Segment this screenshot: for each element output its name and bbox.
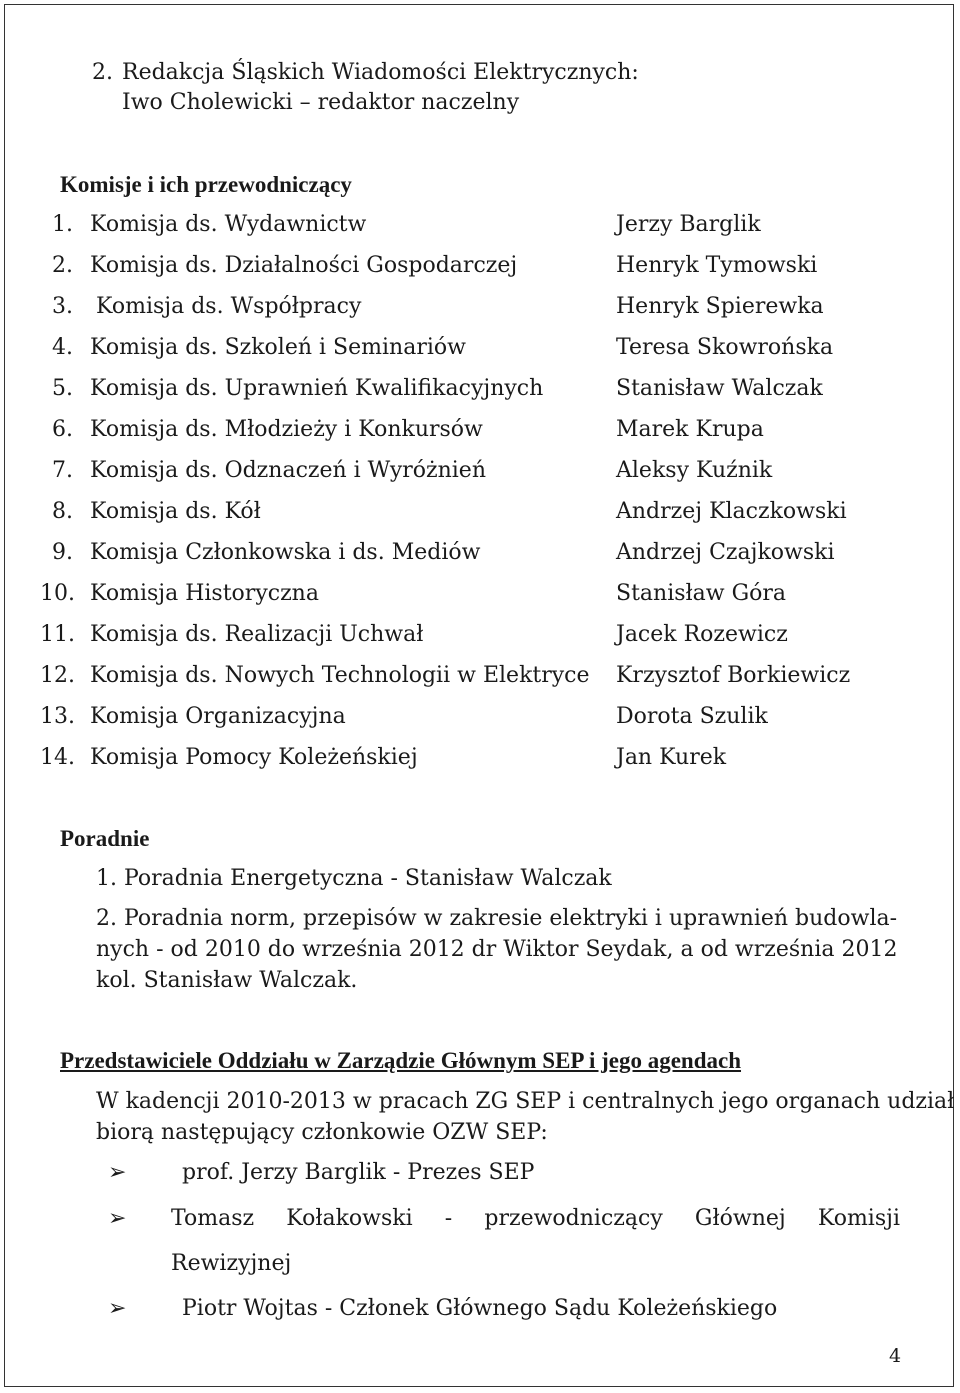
komisja-num: 9. (52, 540, 73, 565)
komisja-name: Komisja ds. Odznaczeń i Wyróżnień (90, 458, 486, 483)
komisja-num: 2. (52, 253, 73, 278)
komisja-name: Komisja ds. Współpracy (96, 294, 362, 319)
komisja-num: 12. (40, 663, 75, 688)
arrow-bullet-icon: ➢ (108, 1160, 127, 1185)
komisja-name: Komisja ds. Wydawnictw (90, 212, 367, 237)
komisja-chair: Dorota Szulik (616, 704, 768, 729)
bullet-item (171, 1204, 900, 1234)
komisja-num: 10. (40, 581, 75, 606)
komisja-name: Komisja Członkowska i ds. Mediów (90, 540, 481, 565)
komisja-name: Komisja Historyczna (90, 581, 319, 606)
bullet-word: Kołakowski (286, 1206, 413, 1231)
bullet-item-continued: Rewizyjnej (171, 1251, 292, 1276)
arrow-bullet-icon: ➢ (108, 1206, 127, 1231)
intro-text: W kadencji 2010-2013 w pracach ZG SEP i centralnych jego organach udział (96, 1089, 955, 1114)
komisja-name: Komisja Organizacyjna (90, 704, 346, 729)
komisja-chair: Jacek Rozewicz (616, 622, 788, 647)
item2-number: 2. (92, 60, 113, 85)
bullet-word: Głównej (694, 1206, 786, 1231)
bullet-item: prof. Jerzy Barglik - Prezes SEP (182, 1160, 535, 1185)
komisja-chair: Andrzej Czajkowski (616, 540, 835, 565)
poradnia-item-continued: nych - od 2010 do września 2012 dr Wiktor Seydak, a od września 2012 (96, 937, 898, 962)
komisje-heading: Komisje i ich przewodniczący (60, 172, 352, 197)
komisja-chair: Jan Kurek (616, 745, 727, 770)
komisja-num: 5. (52, 376, 73, 401)
poradnia-item: 1. Poradnia Energetyczna - Stanisław Walczak (96, 866, 612, 891)
intro-text: biorą następujący członkowie OZW SEP: (96, 1120, 548, 1145)
bullet-word: Komisji (817, 1206, 900, 1231)
bullet-word: przewodniczący (484, 1206, 663, 1231)
komisja-chair: Henryk Tymowski (616, 253, 818, 278)
arrow-bullet-icon: ➢ (108, 1296, 127, 1321)
komisja-chair: Marek Krupa (616, 417, 764, 442)
komisja-num: 7. (52, 458, 73, 483)
item2-title: Redakcja Śląskich Wiadomości Elektrycznych: (122, 60, 639, 85)
komisja-num: 11. (40, 622, 75, 647)
poradnia-item-continued: kol. Stanisław Walczak. (96, 968, 358, 993)
komisja-name: Komisja ds. Szkoleń i Seminariów (90, 335, 466, 360)
komisja-chair: Stanisław Góra (616, 581, 787, 606)
komisja-chair: Jerzy Barglik (616, 212, 761, 237)
komisja-num: 8. (52, 499, 73, 524)
komisja-name: Komisja ds. Działalności Gospodarczej (90, 253, 518, 278)
komisja-num: 14. (40, 745, 75, 770)
komisja-chair: Andrzej Klaczkowski (616, 499, 847, 524)
poradnie-heading: Poradnie (60, 826, 150, 851)
poradnia-item: 2. Poradnia norm, przepisów w zakresie elektryki i uprawnień budowla- (96, 906, 898, 931)
bullet-word: Tomasz (171, 1206, 255, 1231)
komisja-num: 1. (52, 212, 73, 237)
komisja-num: 6. (52, 417, 73, 442)
item2-editor: Iwo Cholewicki – redaktor naczelny (122, 90, 520, 115)
komisja-name: Komisja ds. Uprawnień Kwalifikacyjnych (90, 376, 544, 401)
komisja-num: 3. (52, 294, 73, 319)
komisja-chair: Krzysztof Borkiewicz (616, 663, 851, 688)
komisja-num: 4. (52, 335, 73, 360)
komisja-name: Komisja ds. Realizacji Uchwał (90, 622, 424, 647)
komisja-chair: Teresa Skowrońska (616, 335, 834, 360)
komisja-chair: Stanisław Walczak (616, 376, 823, 401)
przedstawiciele-heading: Przedstawiciele Oddziału w Zarządzie Głównym SEP i jego agendach (60, 1048, 742, 1073)
komisja-chair: Henryk Spierewka (616, 294, 824, 319)
komisja-name: Komisja ds. Nowych Technologii w Elektryce (90, 663, 590, 688)
komisja-name: Komisja ds. Kół (90, 499, 261, 524)
komisja-name: Komisja ds. Młodzieży i Konkursów (90, 417, 483, 442)
bullet-word: - (444, 1206, 453, 1231)
bullet-item: Piotr Wojtas - Członek Głównego Sądu Koleżeńskiego (182, 1296, 778, 1321)
komisja-num: 13. (40, 704, 75, 729)
komisja-name: Komisja Pomocy Koleżeńskiej (90, 745, 418, 770)
page-number: 4 (889, 1345, 902, 1367)
komisja-chair: Aleksy Kuźnik (616, 458, 773, 483)
